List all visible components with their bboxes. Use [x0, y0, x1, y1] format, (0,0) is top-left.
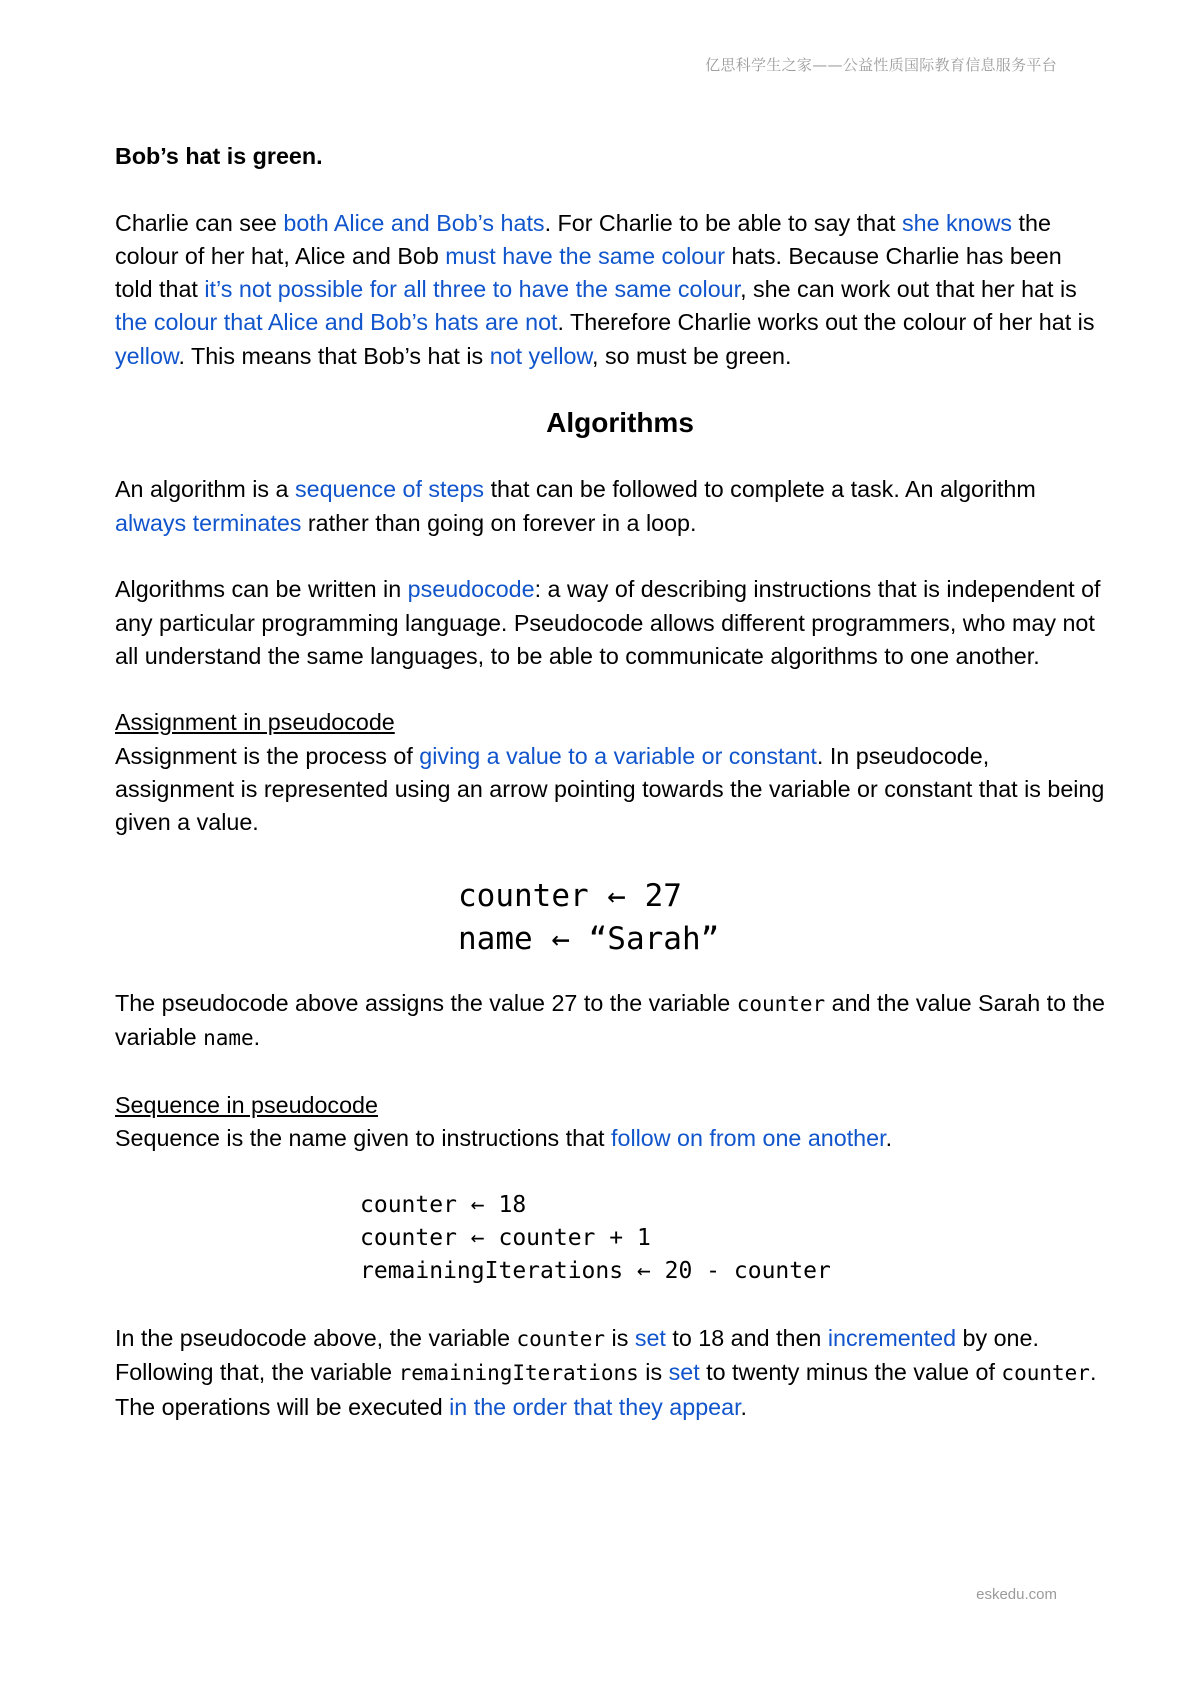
- answer-statement: Bob’s hat is green.: [115, 143, 323, 169]
- header-watermark: 亿思科学生之家——公益性质国际教育信息服务平台: [705, 56, 1057, 74]
- inline-code: remainingIterations: [398, 1361, 639, 1386]
- code-line: remainingIterations ← 20 - counter: [360, 1258, 831, 1285]
- footer-site: eskedu.com: [976, 1586, 1057, 1603]
- highlight-text: she knows: [901, 209, 1013, 236]
- highlight-text: not yellow: [489, 342, 592, 369]
- subheading-assignment: Assignment in pseudocode: [115, 709, 395, 736]
- subheading-sequence: Sequence in pseudocode: [115, 1091, 378, 1118]
- highlight-text: the colour that Alice and Bob’s hats are not: [115, 309, 558, 336]
- inline-code: name: [203, 1026, 254, 1051]
- highlight-text: yellow: [115, 342, 179, 369]
- code-line: counter ← 27: [458, 877, 682, 914]
- highlight-text: in the order that they appear: [449, 1393, 741, 1420]
- code-line: name ← “Sarah”: [458, 920, 720, 957]
- sequence-code-block: [115, 1189, 1105, 1289]
- highlight-text: sequence of steps: [294, 476, 485, 503]
- algorithm-definition-paragraph: An algorithm is a sequence of steps that can be followed to complete a task. An algorithm always terminates rather than going on forever in a loop.: [115, 476, 1036, 536]
- highlight-text: set: [634, 1324, 666, 1351]
- section-heading-algorithms: Algorithms: [546, 407, 694, 439]
- sequence-explanation: In the pseudocode above, the variable counter is set to 18 and then incremented by one. Following that, the variable remainingIterations is set to twenty minus the value of counter. The operations will be executed in the order that they appear.: [115, 1324, 1097, 1420]
- explanation-paragraph: Charlie can see both Alice and Bob’s hats. For Charlie to be able to say that she knows the colour of her hat, Alice and Bob must have the same colour hats. Because Charlie has been told that it’s not possible for all three to have the same colour, she can work out that her hat is the colour that Alice and Bob’s hats are not. Therefore Charlie works out the colour of her hat is yellow. This means that Bob’s hat is not yellow, so must be green.: [115, 209, 1095, 369]
- sequence-section: Sequence in pseudocode Sequence is the name given to instructions that follow on from one another.: [115, 1091, 893, 1152]
- highlight-text: it’s not possible for all three to have the same colour: [204, 276, 741, 303]
- code-line: counter ← 18: [360, 1191, 527, 1218]
- pseudocode-paragraph: Algorithms can be written in pseudocode: a way of describing instructions that is independent of any particular programming language. Pseudocode allows different programmers, who may not all understand the same languages, to be able to communicate algorithms to one another.: [115, 576, 1101, 669]
- highlight-text: must have the same colour: [445, 242, 725, 269]
- inline-code: counter: [516, 1326, 606, 1351]
- highlight-text: always terminates: [115, 509, 302, 536]
- highlight-text: giving a value to a variable or constant: [419, 742, 817, 769]
- highlight-text: pseudocode: [407, 576, 535, 603]
- inline-code: counter: [736, 991, 826, 1016]
- highlight-text: both Alice and Bob’s hats: [283, 209, 545, 236]
- highlight-text: follow on from one another: [611, 1125, 886, 1152]
- assignment-code-block: [115, 873, 1105, 961]
- assignment-explanation: The pseudocode above assigns the value 27 to the variable counter and the value Sarah to the variable name.: [115, 989, 1105, 1051]
- document-body: [115, 140, 1105, 1457]
- highlight-text: incremented: [827, 1324, 957, 1351]
- code-line: counter ← counter + 1: [360, 1225, 651, 1252]
- highlight-text: set: [668, 1359, 700, 1386]
- inline-code: counter: [1001, 1361, 1090, 1386]
- assignment-section: Assignment in pseudocode Assignment is the process of giving a value to a variable or constant. In pseudocode, assignment is represented using an arrow pointing towards the variable or constant that is being given a value.: [115, 709, 1105, 836]
